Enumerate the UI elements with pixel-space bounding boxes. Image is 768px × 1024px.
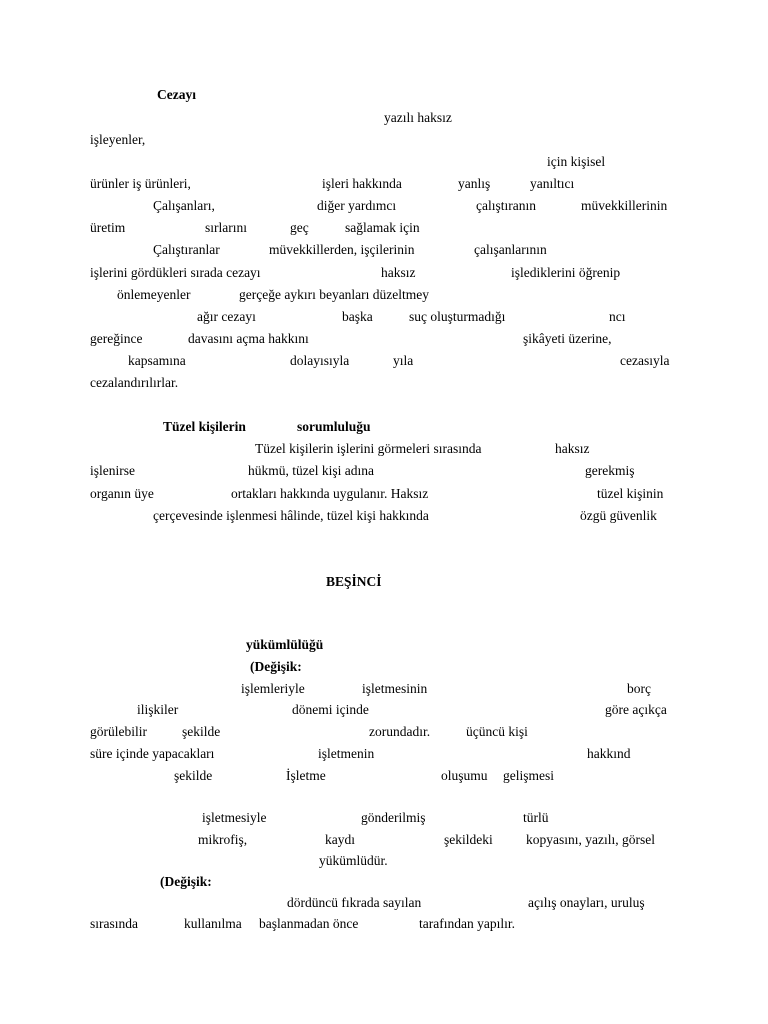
text-fragment: şekildeki: [444, 832, 493, 847]
text-fragment: tüzel kişinin: [597, 486, 664, 501]
text-fragment: işlenirse: [90, 463, 135, 478]
text-fragment: dolayısıyla: [290, 353, 350, 368]
text-fragment: yükümlüdür.: [319, 853, 388, 868]
text-fragment: müvekkillerinin: [581, 198, 668, 213]
text-fragment: başka: [342, 309, 373, 324]
text-fragment: işletmesinin: [362, 681, 428, 696]
text-fragment: üretim: [90, 220, 126, 235]
text-fragment: İşletme: [286, 768, 326, 783]
text-fragment: işleyenler,: [90, 132, 146, 147]
text-fragment: özgü güvenlik: [580, 508, 657, 523]
text-fragment: dördüncü fıkrada sayılan: [287, 895, 422, 910]
text-fragment: açılış onayları, uruluş: [528, 895, 645, 910]
text-fragment: Çalışanları,: [153, 198, 215, 213]
text-fragment: çalıştıranın: [476, 198, 536, 213]
text-fragment: mikrofiş,: [198, 832, 248, 847]
text-fragment: ilişkiler: [137, 702, 179, 717]
text-fragment: cezalandırılırlar.: [90, 375, 179, 390]
text-fragment: göre açıkça: [605, 702, 667, 717]
text-fragment: işlediklerini öğrenip: [511, 265, 621, 280]
text-fragment: tarafından yapılır.: [419, 916, 515, 931]
text-fragment: şikâyeti üzerine,: [523, 331, 612, 346]
text-fragment: Çalıştıranlar: [153, 242, 220, 257]
text-fragment: gönderilmiş: [361, 810, 426, 825]
text-fragment: kaydı: [325, 832, 355, 847]
text-fragment: işletmesiyle: [202, 810, 267, 825]
text-fragment: çalışanlarının: [474, 242, 547, 257]
heading-degisik: (Değişik:: [160, 874, 212, 889]
text-fragment: çerçevesinde işlenmesi hâlinde, tüzel kişi hakkında: [153, 508, 429, 523]
text-fragment: kapsamına: [128, 353, 186, 368]
text-fragment: suç oluşturmadığı: [409, 309, 506, 324]
text-fragment: haksız: [555, 441, 590, 456]
text-fragment: yazılı haksız: [384, 110, 452, 125]
text-fragment: görülebilir: [90, 724, 147, 739]
text-fragment: gerçeğe aykırı beyanları düzeltmey: [239, 287, 430, 302]
text-fragment: sırlarını: [205, 220, 247, 235]
text-fragment: sağlamak için: [345, 220, 420, 235]
heading-degisik: (Değişik:: [250, 659, 302, 674]
text-fragment: davasını açma hakkını: [188, 331, 309, 346]
text-fragment: şekilde: [182, 724, 221, 739]
heading-sorumlulugu: sorumluluğu: [297, 419, 371, 434]
text-fragment: gerekmiş: [585, 463, 635, 478]
text-fragment: ncı: [609, 309, 626, 324]
text-fragment: şekilde: [174, 768, 213, 783]
text-fragment: önlemeyenler: [117, 287, 191, 302]
text-fragment: üçüncü kişi: [466, 724, 528, 739]
text-fragment: sırasında: [90, 916, 138, 931]
text-fragment: zorundadır.: [369, 724, 431, 739]
text-fragment: kullanılma: [184, 916, 242, 931]
text-fragment: yanıltıcı: [530, 176, 575, 191]
text-fragment: için kişisel: [547, 154, 606, 169]
text-fragment: dönemi içinde: [292, 702, 369, 717]
heading-tuzel-kisiler: Tüzel kişilerin: [163, 419, 246, 434]
text-fragment: başlanmadan önce: [259, 916, 359, 931]
text-fragment: yanlış: [458, 176, 491, 191]
text-fragment: kopyasını, yazılı, görsel: [526, 832, 655, 847]
text-fragment: işlemleriyle: [241, 681, 305, 696]
text-fragment: müvekkillerden, işçilerinin: [269, 242, 415, 257]
text-fragment: gereğince: [90, 331, 143, 346]
text-fragment: işleri hakkında: [322, 176, 402, 191]
text-fragment: Tüzel kişilerin işlerini görmeleri sırasında: [255, 441, 482, 456]
text-fragment: yıla: [393, 353, 414, 368]
heading-yukumlulugu: yükümlülüğü: [246, 637, 324, 652]
text-fragment: ürünler iş ürünleri,: [90, 176, 191, 191]
text-fragment: oluşumu: [441, 768, 488, 783]
heading-besinci: BEŞİNCİ: [326, 574, 382, 589]
text-fragment: geç: [290, 220, 309, 235]
text-fragment: hakkınd: [587, 746, 631, 761]
text-fragment: borç: [627, 681, 651, 696]
text-fragment: ağır cezayı: [197, 309, 256, 324]
text-fragment: diğer yardımcı: [317, 198, 397, 213]
text-fragment: hükmü, tüzel kişi adına: [248, 463, 374, 478]
text-fragment: işletmenin: [318, 746, 375, 761]
text-fragment: işlerini gördükleri sırada cezayı: [90, 265, 261, 280]
text-fragment: cezasıyla: [620, 353, 670, 368]
text-fragment: ortakları hakkında uygulanır. Haksız: [231, 486, 429, 501]
text-fragment: organın üye: [90, 486, 154, 501]
text-fragment: süre içinde yapacakları: [90, 746, 215, 761]
text-fragment: haksız: [381, 265, 416, 280]
heading-cezayi: Cezayı: [157, 87, 196, 102]
text-fragment: gelişmesi: [503, 768, 554, 783]
text-fragment: türlü: [523, 810, 549, 825]
